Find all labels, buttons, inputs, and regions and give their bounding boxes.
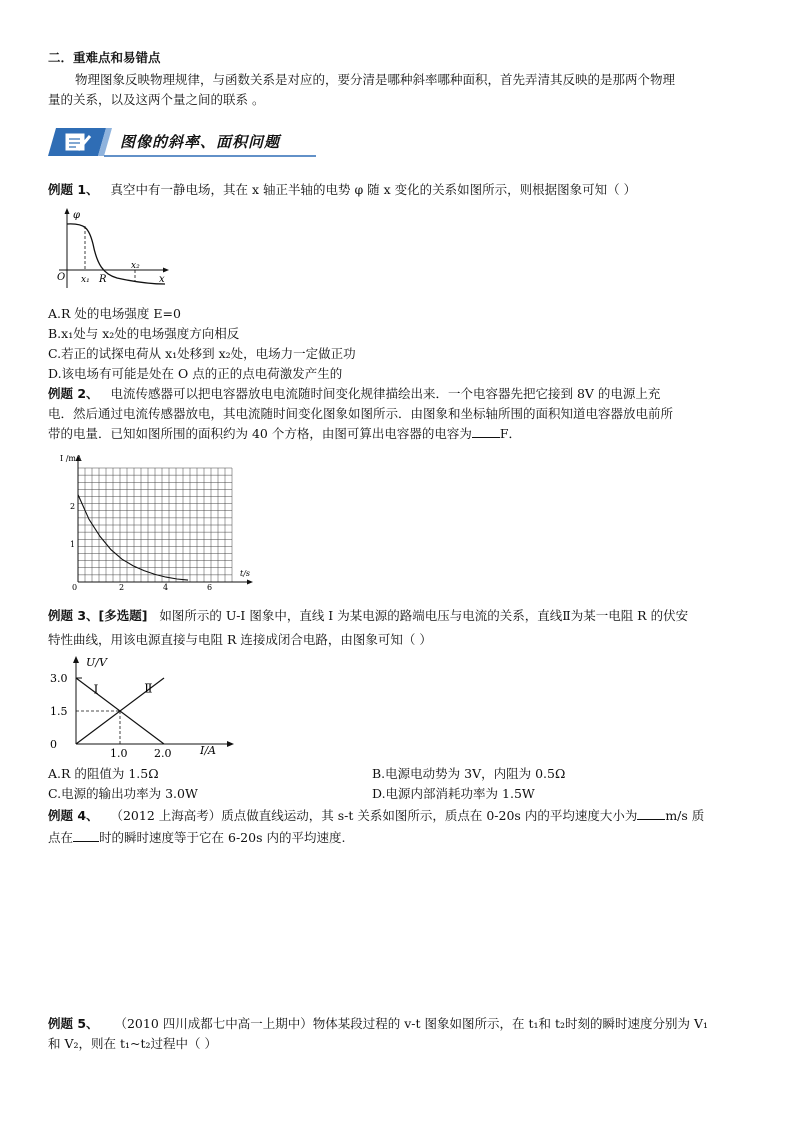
ex3-series-label: Ⅱ (144, 681, 153, 696)
ex1-stem-line (48, 180, 636, 200)
ex2-ylabel: I /mA (60, 454, 82, 463)
ex1-r-label: R (99, 274, 107, 285)
ex1-option-b: B.x₁处与 x₂处的电场强度方向相反 (48, 326, 240, 341)
ex3-ytick-label: 0 (50, 738, 57, 751)
ex3-xtick-label: 2.0 (154, 747, 172, 760)
ex1-option-a: A.R 处的电场强度 E=0 (48, 306, 181, 321)
ex3-line-2: 特性曲线，用该电源直接与电阻 R 连接成闭合电路，由图象可知（ ） (48, 632, 432, 647)
ex4-answer-blank-1[interactable] (637, 807, 665, 820)
ex2-text-3a: 带的电量．已知如图所围的面积约为 40 个方格，由图可算出电容器的电容为 (48, 426, 472, 441)
ex3-ytick-label: 3.0 (50, 672, 68, 685)
ex5-line-2: 和 V₂，则在 t₁~t₂过程中（ ） (48, 1036, 218, 1051)
ex2-current-time-chart (58, 452, 258, 592)
ex3-line-1 (48, 606, 688, 626)
ex2-label: 例题 2、 (48, 386, 99, 401)
ex4-line-1 (48, 806, 704, 826)
ex2-xtick-label: 0 (72, 583, 78, 592)
ex1-option-c: C.若正的试探电荷从 x₁处移到 x₂处，电场力一定做正功 (48, 346, 356, 361)
ex5-text-1: （2010 四川成都七中高一上期中）物体某段过程的 v-t 图象如图所示，在 t₁和 t₂时刻的瞬时速度分别为 V₁ (114, 1016, 709, 1031)
ex4-text-1a: （2012 上海高考）质点做直线运动，其 s-t 关系如图所示，质点在 0-20s 内的平均速度大小为 (110, 808, 638, 823)
ex3-label: 例题 3、[多选题] (48, 608, 148, 623)
ex1-label: 例题 1、 (48, 182, 99, 197)
ex3-option-d: D.电源内部消耗功率为 1.5W (372, 786, 535, 801)
ex3-u-i-chart (48, 652, 238, 760)
ex1-x1-label: x₁ (81, 275, 90, 285)
ex2-line-3 (48, 424, 521, 444)
ex5-line-1 (48, 1014, 708, 1034)
ex3-ylabel: U/V (86, 656, 107, 669)
ex2-xtick-label: 2 (119, 583, 125, 592)
ex2-xtick-label: 4 (163, 583, 169, 592)
ex4-line-2 (48, 828, 345, 848)
ex2-text-3b: F． (499, 426, 522, 441)
ex1-phi-x-figure (55, 206, 175, 296)
ex1-x-label: x (159, 274, 165, 285)
ex2-line-1 (48, 384, 660, 404)
topic-banner (48, 126, 318, 158)
intro-line-1: 物理图象反映物理规律，与函数关系是对应的，要分清是哪种斜率哪种面积，首先弄清其反映的是那两个物理 (75, 72, 676, 87)
ex2-series-line (78, 495, 188, 580)
ex1-option-d: D.该电场有可能是处在 O 点的正的点电荷激发产生的 (48, 366, 343, 381)
ex4-answer-blank-2[interactable] (73, 829, 99, 842)
ex2-xlabel: t/s (240, 569, 251, 578)
ex2-ytick-label: 2 (70, 502, 76, 511)
ex1-origin-label: O (57, 272, 66, 283)
section-heading: 二．重难点和易错点 (48, 50, 161, 65)
ex2-xtick-label: 6 (207, 583, 213, 592)
ex1-x2-label: x₂ (131, 261, 140, 271)
ex1-phi-label: φ (73, 210, 81, 221)
ex3-option-a: A.R 的阻值为 1.5Ω (48, 766, 159, 781)
ex2-answer-blank[interactable] (472, 425, 500, 438)
ex4-label: 例题 4、 (48, 808, 99, 823)
ex3-xlabel: I/A (200, 744, 216, 757)
ex3-option-b: B.电源电动势为 3V，内阻为 0.5Ω (372, 766, 566, 781)
banner-title: 图像的斜率、面积问题 (120, 133, 281, 151)
ex2-grid (78, 468, 232, 582)
ex3-ytick-label: 1.5 (50, 705, 68, 718)
ex4-text-2a: 点在 (48, 830, 74, 845)
ex1-stem: 真空中有一静电场，其在 x 轴正半轴的电势 φ 随 x 变化的关系如图所示，则根据图象可知（ ） (110, 182, 637, 197)
ex2-ytick-label: 1 (70, 540, 76, 549)
ex2-line-2: 电．然后通过电流传感器放电，其电流随时间变化图象如图所示．由图象和坐标轴所围的面积知道电容器放电前所 (48, 406, 674, 421)
ex3-text-1: 如图所示的 U-I 图象中，直线 I 为某电源的路端电压与电流的关系，直线Ⅱ为某一电阻 R 的伏安 (159, 608, 689, 623)
intro-line-2: 量的关系，以及这两个量之间的联系 。 (48, 92, 265, 107)
ex2-text-1: 电流传感器可以把电容器放电电流随时间变化规律描绘出来．一个电容器先把它接到 8V 的电源上充 (110, 386, 661, 401)
ex3-option-c: C.电源的输出功率为 3.0W (48, 786, 198, 801)
ex3-series-label: I (93, 682, 99, 697)
ex4-text-2b: 时的瞬时速度等于它在 6-20s 内的平均速度. (99, 830, 346, 845)
ex4-text-1b: m/s 质 (665, 808, 705, 823)
ex3-xtick-label: 1.0 (110, 747, 128, 760)
ex5-label: 例题 5、 (48, 1016, 99, 1031)
